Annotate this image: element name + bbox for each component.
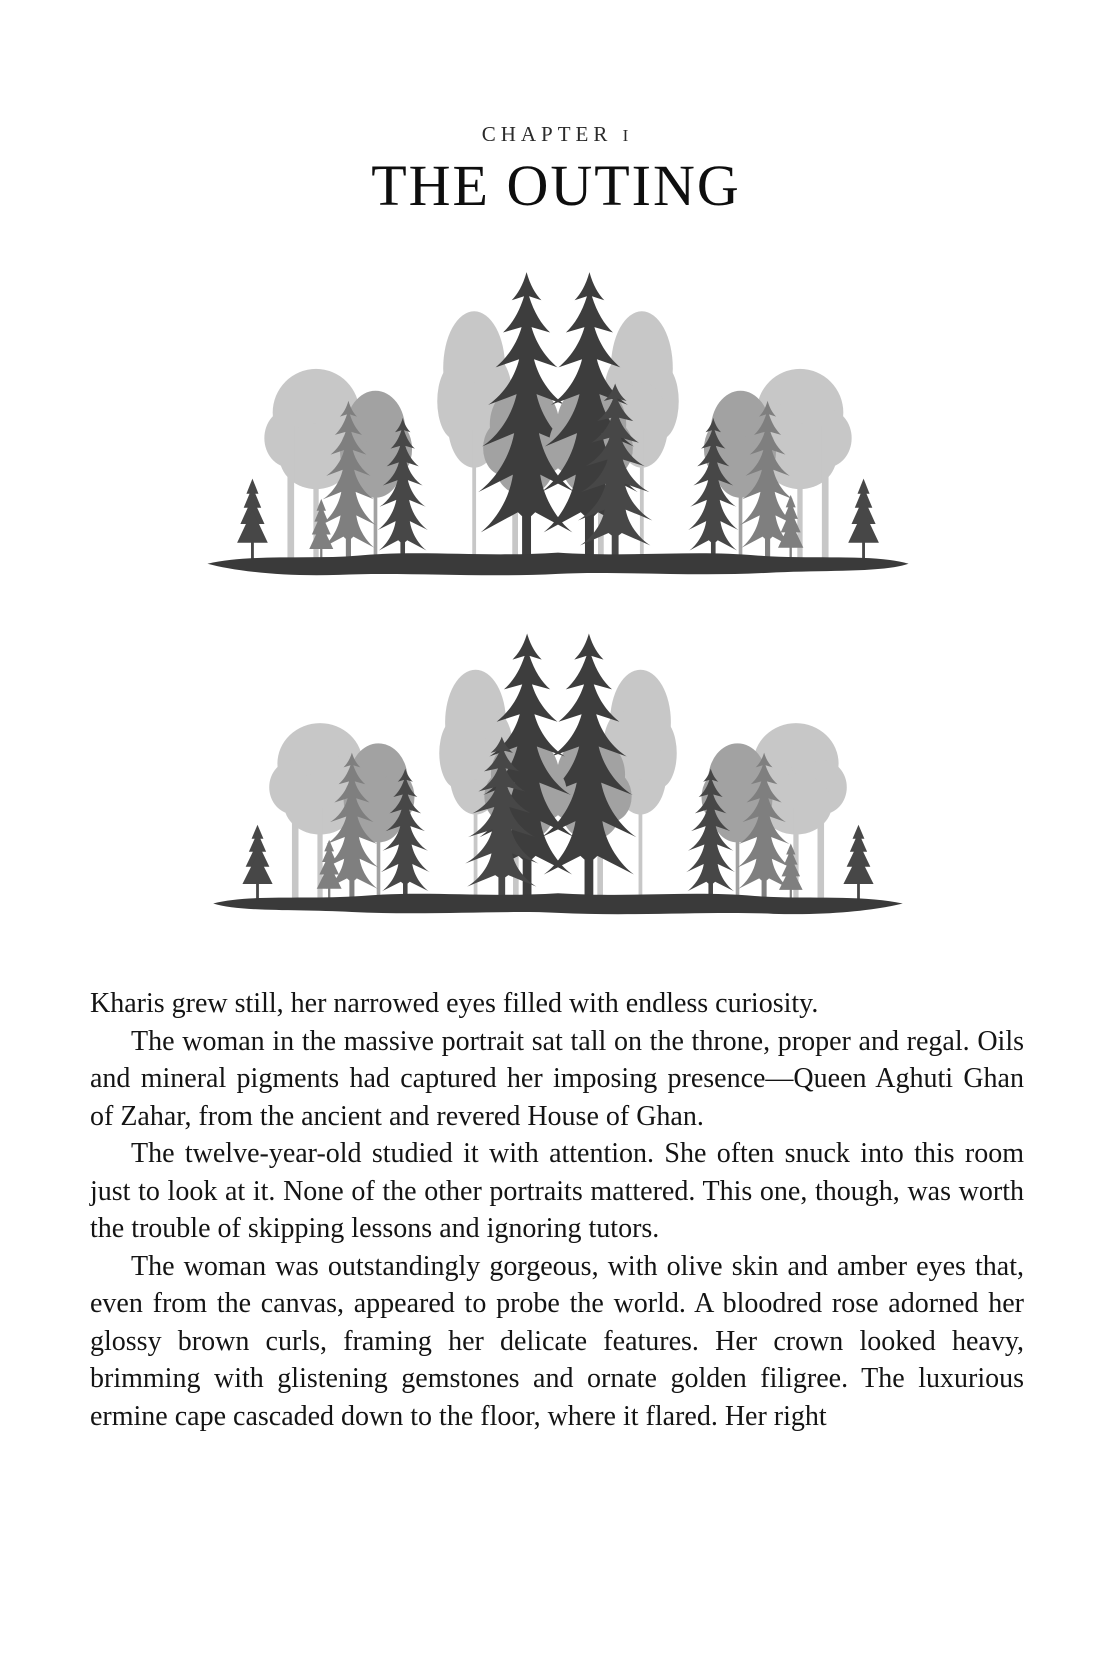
body-paragraph: The twelve-year-old studied it with attention. She often snuck into this room just to look at it. None of the other portraits mattered. This one, though, was worth the trouble of skipping lessons and ignoring tutors. <box>90 1138 1024 1244</box>
forest-illustration-top <box>196 264 920 588</box>
chapter-label <box>0 122 1112 147</box>
body-text <box>90 985 1024 1435</box>
forest-silhouette-image <box>196 264 920 588</box>
body-paragraph: The woman was outstandingly gorgeous, with olive skin and amber eyes that, even from the canvas, appeared to probe the world. A bloodred rose adorned her glossy brown curls, framing her delicate features. Her crown looked heavy, brimming with glistening gemstones and ornate golden filigree. The luxurious ermine cape cascaded down to the floor, where it flared. Her right <box>90 1250 1024 1432</box>
forest-silhouette-image <box>202 626 914 926</box>
body-paragraph: The woman in the massive portrait sat tall on the throne, proper and regal. Oils and mineral pigments had captured her imposing presence—Queen Aghuti Ghan of Zahar, from the ancient and revered House of Ghan. <box>90 1025 1024 1132</box>
forest-illustration-bottom <box>202 626 914 926</box>
chapter-title: THE OUTING <box>371 153 741 218</box>
chapter-word: CHAPTER <box>481 122 613 146</box>
body-paragraph: Kharis grew still, her narrowed eyes filled with endless curiosity. <box>90 988 819 1019</box>
chapter-numeral: I <box>622 126 631 145</box>
